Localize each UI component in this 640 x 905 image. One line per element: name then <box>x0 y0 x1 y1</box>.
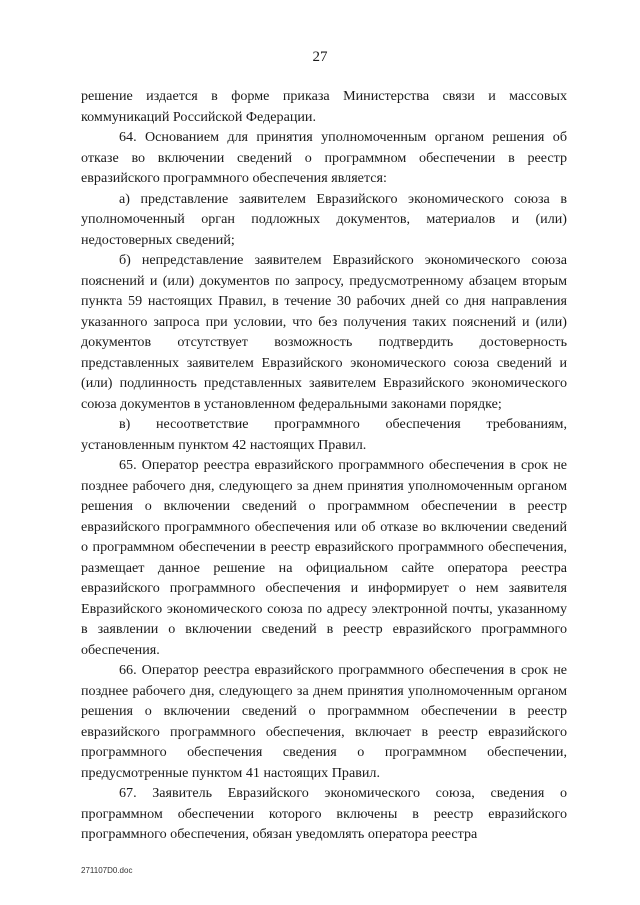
paragraph-66: 66. Оператор реестра евразийского программного обеспечения в срок не позднее рабочего дня, следующего за днем принятия уполномоченным органом решения о включении сведений о программном обеспечении в реестр евразийского программного обеспечения, включает в реестр евразийского программного обеспечения сведения о программном обеспечении, предусмотренные пунктом 41 настоящих Правил. <box>81 662 567 781</box>
paragraph-64-b: б) непредставление заявителем Евразийского экономического союза пояснений и (или) документов по запросу, предусмотренному абзацем вторым пункта 59 настоящих Правил, в течение 30 рабочих дней со дня направления указанного запроса при условии, что без получения таких пояснений и (или) документов отсутствует возможность подтвердить достоверность представленных заявителем Евразийского экономического союза сведений и (или) подлинность представленных заявителем Евразийского экономического союза документов в установленном федеральными законами порядке; <box>81 252 567 412</box>
paragraph-65: 65. Оператор реестра евразийского программного обеспечения в срок не позднее рабочего дня, следующего за днем принятия уполномоченным органом решения о включении сведений о программном обеспечении в реестр евразийского программного обеспечения или об отказе во включении сведений о программном обеспечении в реестр евразийского программного обеспечения, размещает данное решение на официальном сайте оператора реестра евразийского программного обеспечения и информирует о нем заявителя Евразийского экономического союза по адресу электронной почты, указанному в заявлении о включении сведений в реестр евразийского программного обеспечения. <box>81 457 567 658</box>
paragraph-continuation: решение издается в форме приказа Министерства связи и массовых коммуникаций Российской Федерации. <box>81 88 567 125</box>
paragraph-64-v: в) несоответствие программного обеспечения требованиям, установленным пунктом 42 настоящих Правил. <box>81 416 567 453</box>
paragraph-64-a: а) представление заявителем Евразийского экономического союза в уполномоченный орган подложных документов, материалов и (или) недостоверных сведений; <box>81 190 567 248</box>
paragraph-64: 64. Основанием для принятия уполномоченным органом решения об отказе во включении сведений о программном обеспечении в реестр евразийского программного обеспечения является: <box>81 129 567 186</box>
paragraph-67: 67. Заявитель Евразийского экономического союза, сведения о программном обеспечении которого включены в реестр евразийского программного обеспечения, обязан уведомлять оператора реестра <box>81 785 567 842</box>
footer-filename: 271107D0.doc <box>81 866 133 875</box>
page-number: 27 <box>312 49 328 65</box>
document-body <box>81 86 567 845</box>
